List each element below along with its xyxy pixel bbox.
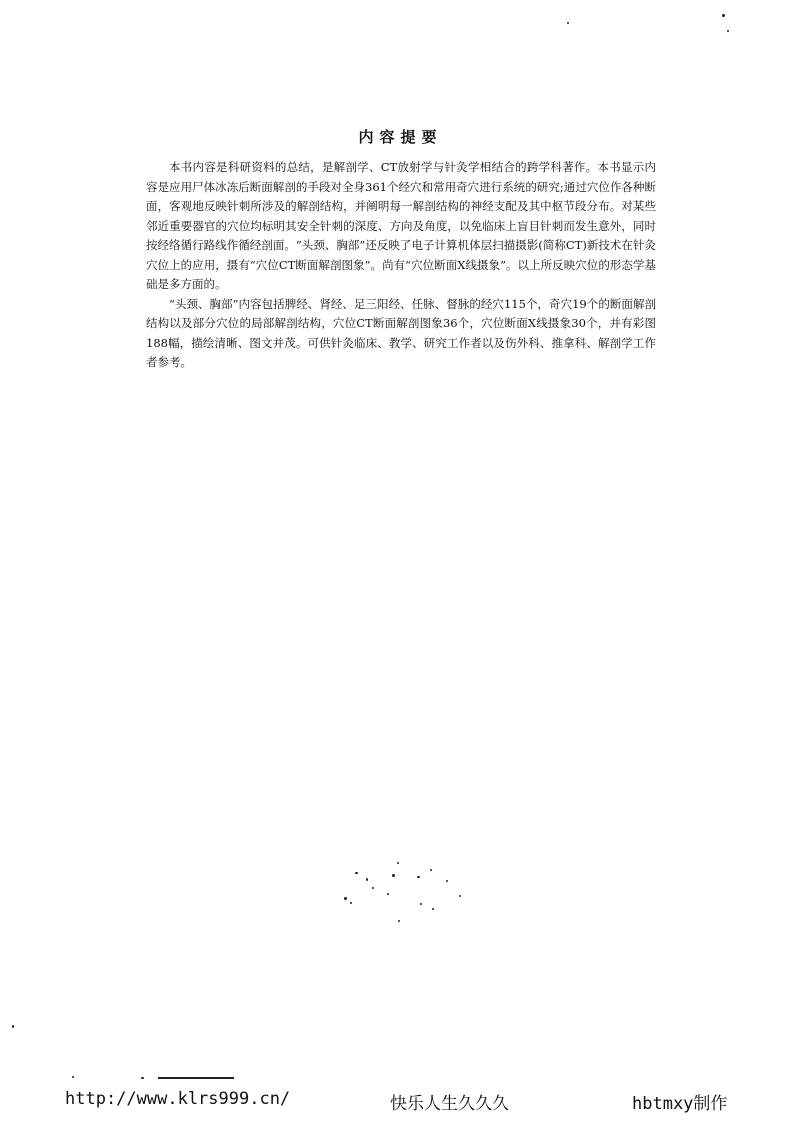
footer-rule — [158, 1077, 234, 1079]
footer-credit: hbtmxy制作 — [632, 1094, 728, 1114]
summary-paragraph-2: “头颈、胸部”内容包括脾经、肾经、足三阳经、任脉、督脉的经穴115个，奇穴19个的断面解剖结构以及部分穴位的局部解剖结构，穴位CT断面解剖图象36个，穴位断面X线摄象30个，并有彩图188幅，描绘清晰、图文并茂。可供针灸临床、教学、研究工作者以及伤外科、推拿科、解剖学工作者参考。 — [146, 296, 656, 369]
footer — [0, 1089, 801, 1115]
footer-url-link[interactable]: http://www.klrs999.cn/ — [65, 1089, 291, 1109]
summary-body — [146, 158, 656, 373]
summary-paragraph-1: 本书内容是科研资料的总结，是解剖学、CT放射学与针灸学相结合的跨学科著作。本书显示内容是应用尸体冰冻后断面解剖的手段对全身361个经穴和常用奇穴进行系统的研究;通过穴位作各种断面，客观地反映针刺所涉及的解剖结构，并阐明每一解剖结构的神经支配及其中枢节段分布。对某些邻近重要器官的穴位均标明其安全针刺的深度、方向及角度，以免临床上盲目针刺而发生意外，同时按经络循行路线作循经剖面。“头颈、胸部”还反映了电子计算机体层扫描摄影(简称CT)新技术在针灸穴位上的应用，摄有“穴位CT断面解剖图象”。尚有“穴位断面X线摄象”。以上所反映穴位的形态学基础是多方面的。 — [146, 160, 656, 291]
footer-center-text: 快乐人生久久久 — [390, 1094, 509, 1114]
page-title: 内容提要 — [358, 128, 443, 146]
